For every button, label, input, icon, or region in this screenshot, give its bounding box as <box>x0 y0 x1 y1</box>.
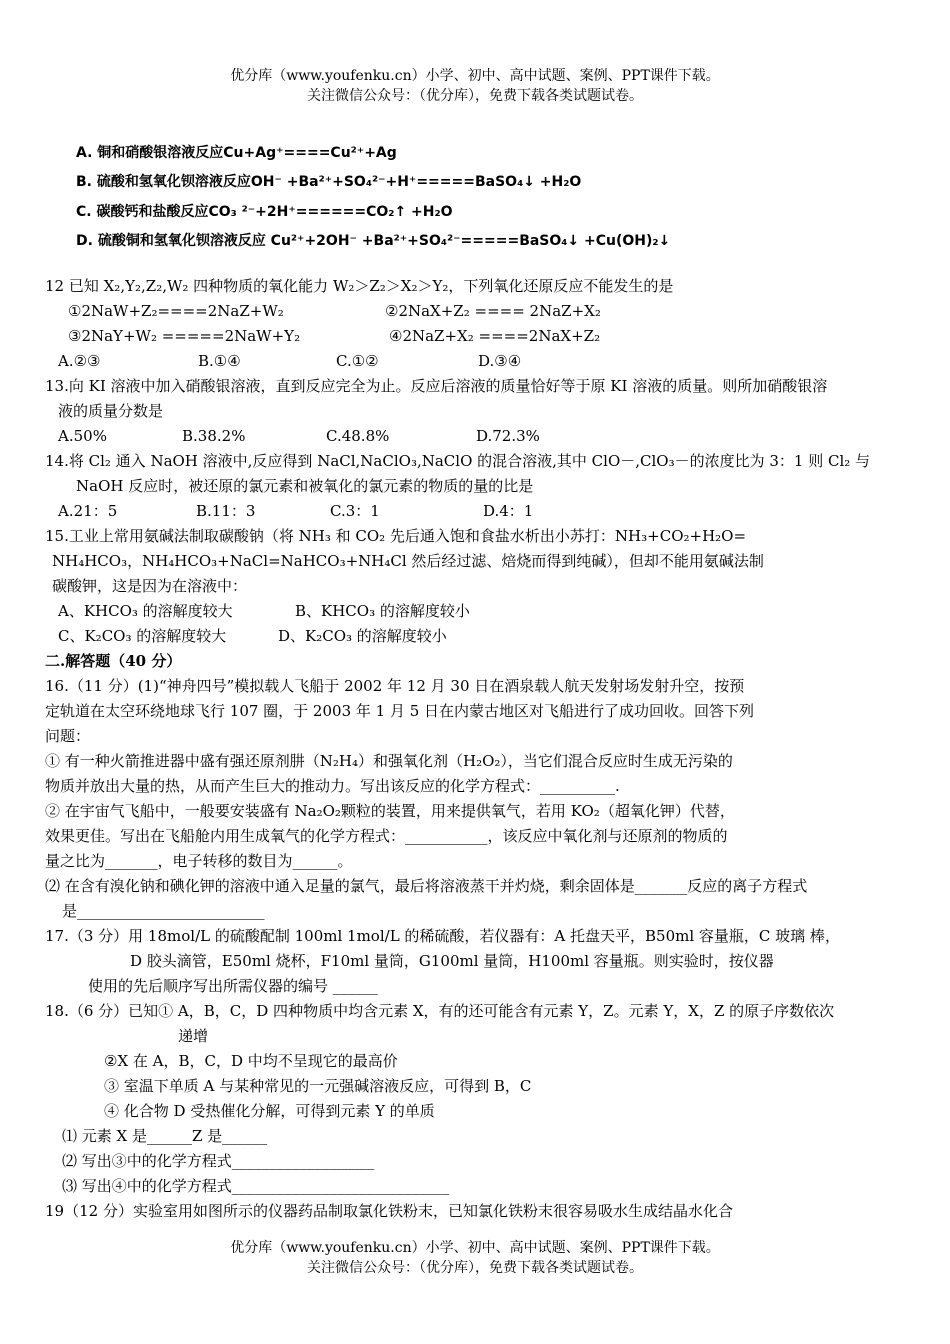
q12-stem: 12 已知 X₂,Y₂,Z₂,W₂ 四种物质的氧化能力 W₂＞Z₂＞X₂＞Y₂，下列氧化还原反应不能发生的是 <box>45 277 674 295</box>
q11-option-b: B. 硫酸和氢氧化钡溶液反应OH⁻ +Ba²⁺+SO₄²⁻+H⁺=====BaSO₄↓ +H₂O <box>76 174 582 190</box>
q15-stem-2: NH₄HCO₃，NH₄HCO₃+NaCl=NaHCO₃+NH₄Cl 然后经过滤、焙烧而得到纯碱），但却不能用氨碱法制 <box>52 552 764 570</box>
q16-line-9: ⑵ 在含有溴化钠和碘化钾的溶液中通入足量的氯气，最后将溶液蒸干并灼烧，剩余固体是_______反应的离子方程式 <box>45 877 808 895</box>
q18-line-3: ②X 在 A，B，C，D 中均不呈现它的最高价 <box>104 1052 398 1070</box>
section-heading: 二.解答题（40 分） <box>45 652 182 670</box>
q12-reaction-3: ③2NaY+W₂ =====2NaW+Y₂ <box>68 327 301 345</box>
q12-option-d: D.③④ <box>478 352 522 370</box>
q16-line-8: 量之比为_______，电子转移的数目为______。 <box>45 852 353 870</box>
q18-line-4: ③ 室温下单质 A 与某种常见的一元强碱溶液反应，可得到 B，C <box>104 1077 532 1095</box>
q13-option-d: D.72.3% <box>476 427 540 445</box>
header-line-2: 关注微信公众号：（优分库），免费下载各类试题试卷。 <box>307 88 643 104</box>
q14-option-d: D.4：1 <box>483 502 534 520</box>
q14-stem-1: 14.将 Cl₂ 通入 NaOH 溶液中,反应得到 NaCl,NaClO₃,NaClO 的混合溶液,其中 ClO－,ClO₃－的浓度比为 3：1 则 Cl₂ 与 <box>45 452 871 470</box>
q14-stem-2: NaOH 反应时，被还原的氯元素和被氧化的氯元素的物质的量的比是 <box>76 477 534 495</box>
footer-line-2: 关注微信公众号：（优分库），免费下载各类试题试卷。 <box>307 1260 643 1276</box>
q12-reaction-4: ④2NaZ+X₂ ====2NaX+Z₂ <box>389 327 601 345</box>
header-line-1: 优分库（www.youfenku.cn）小学、初中、高中试题、案例、PPT课件下载。 <box>230 68 720 84</box>
q16-line-7: 效果更佳。写出在飞船舱内用生成氧气的化学方程式：___________，该反应中氧化剂与还原剂的物质的 <box>45 827 728 845</box>
q18-line-8: ⑶ 写出④中的化学方程式_____________________________ <box>62 1177 450 1195</box>
q16-line-4: ① 有一种火箭推进器中盛有强还原剂肼（N₂H₄）和强氧化剂（H₂O₂），当它们混合反应时生成无污染的 <box>45 752 733 770</box>
q15-option-c: C、K₂CO₃ 的溶解度较大 <box>58 627 227 645</box>
q13-option-b: B.38.2% <box>182 427 246 445</box>
q17-line-3: 使用的先后顺序写出所需仪器的编号 ______ <box>88 977 378 995</box>
q13-stem-2: 液的质量分数是 <box>58 402 164 420</box>
q16-line-1: 16.（11 分）(1)“神舟四号”模拟载人飞船于 2002 年 12 月 30 日在酒泉载人航天发射场发射升空，按预 <box>45 677 745 695</box>
q15-stem-3: 碳酸钾，这是因为在溶液中： <box>52 577 248 595</box>
q18-line-5: ④ 化合物 D 受热催化分解，可得到元素 Y 的单质 <box>104 1102 435 1120</box>
q16-line-2: 定轨道在太空环绕地球飞行 107 圈，于 2003 年 1 月 5 日在内蒙古地区对飞船进行了成功回收。回答下列 <box>45 702 755 720</box>
q11-option-d: D. 硫酸铜和氢氧化钡溶液反应 Cu²⁺+2OH⁻ +Ba²⁺+SO₄²⁻=====BaSO₄↓ +Cu(OH)₂↓ <box>76 233 671 249</box>
q18-line-6: ⑴ 元素 X 是______Z 是______ <box>62 1127 268 1145</box>
q12-option-b: B.①④ <box>198 352 241 370</box>
q11-option-a: A. 铜和硝酸银溶液反应Cu+Ag⁺====Cu²⁺+Ag <box>76 145 397 161</box>
q11-option-c: C. 碳酸钙和盐酸反应CO₃ ²⁻+2H⁺======CO₂↑ +H₂O <box>76 204 453 220</box>
q18-line-7: ⑵ 写出③中的化学方程式___________________ <box>62 1152 375 1170</box>
q17-line-1: 17.（3 分）用 18mol/L 的硫酸配制 100ml 1mol/L 的稀硫酸，若仪器有：A 托盘天平，B50ml 容量瓶，C 玻璃 棒， <box>45 927 840 945</box>
q12-reaction-1: ①2NaW+Z₂====2NaZ+W₂ <box>68 302 284 320</box>
q14-option-c: C.3：1 <box>330 502 380 520</box>
q12-option-c: C.①② <box>336 352 379 370</box>
q15-stem-1: 15.工业上常用氨碱法制取碳酸钠（将 NH₃ 和 CO₂ 先后通入饱和食盐水析出小苏打：NH₃+CO₂+H₂O= <box>45 527 747 545</box>
q16-line-5: 物质并放出大量的热，从而产生巨大的推动力。写出该反应的化学方程式：__________. <box>45 777 620 795</box>
q15-option-a: A、KHCO₃ 的溶解度较大 <box>58 602 233 620</box>
footer-line-1: 优分库（www.youfenku.cn）小学、初中、高中试题、案例、PPT课件下载。 <box>230 1240 720 1256</box>
q18-line-2: 递增 <box>178 1027 209 1045</box>
q17-line-2: D 胶头滴管，E50ml 烧杯，F10ml 量筒，G100ml 量筒，H100ml 容量瓶。则实验时，按仪器 <box>130 952 774 970</box>
q18-line-1: 18.（6 分）已知① A，B，C，D 四种物质中均含元素 X，有的还可能含有元素 Y，Z。元素 Y，X，Z 的原子序数依次 <box>45 1002 835 1020</box>
q16-line-6: ② 在宇宙气飞船中，一般要安装盛有 Na₂O₂颗粒的装置，用来提供氧气，若用 KO₂（超氧化钾）代替， <box>45 802 735 820</box>
q12-reaction-2: ②2NaX+Z₂ ==== 2NaZ+X₂ <box>385 302 601 320</box>
q19-line-1: 19（12 分）实验室用如图所示的仪器药品制取氯化铁粉末，已知氯化铁粉末很容易吸水生成结晶水化合 <box>45 1202 733 1220</box>
q12-option-a: A.②③ <box>58 352 101 370</box>
q16-line-10: 是_________________________ <box>62 902 265 920</box>
q15-option-b: B、KHCO₃ 的溶解度较小 <box>295 602 470 620</box>
q14-option-a: A.21：5 <box>58 502 118 520</box>
q15-option-d: D、K₂CO₃ 的溶解度较小 <box>278 627 447 645</box>
q16-line-3: 问题： <box>45 727 91 745</box>
q13-option-a: A.50% <box>58 427 107 445</box>
q13-option-c: C.48.8% <box>326 427 390 445</box>
q13-stem-1: 13.向 KI 溶液中加入硝酸银溶液，直到反应完全为止。反应后溶液的质量恰好等于原 KI 溶液的质量。则所加硝酸银溶 <box>45 377 828 395</box>
q14-option-b: B.11：3 <box>196 502 256 520</box>
